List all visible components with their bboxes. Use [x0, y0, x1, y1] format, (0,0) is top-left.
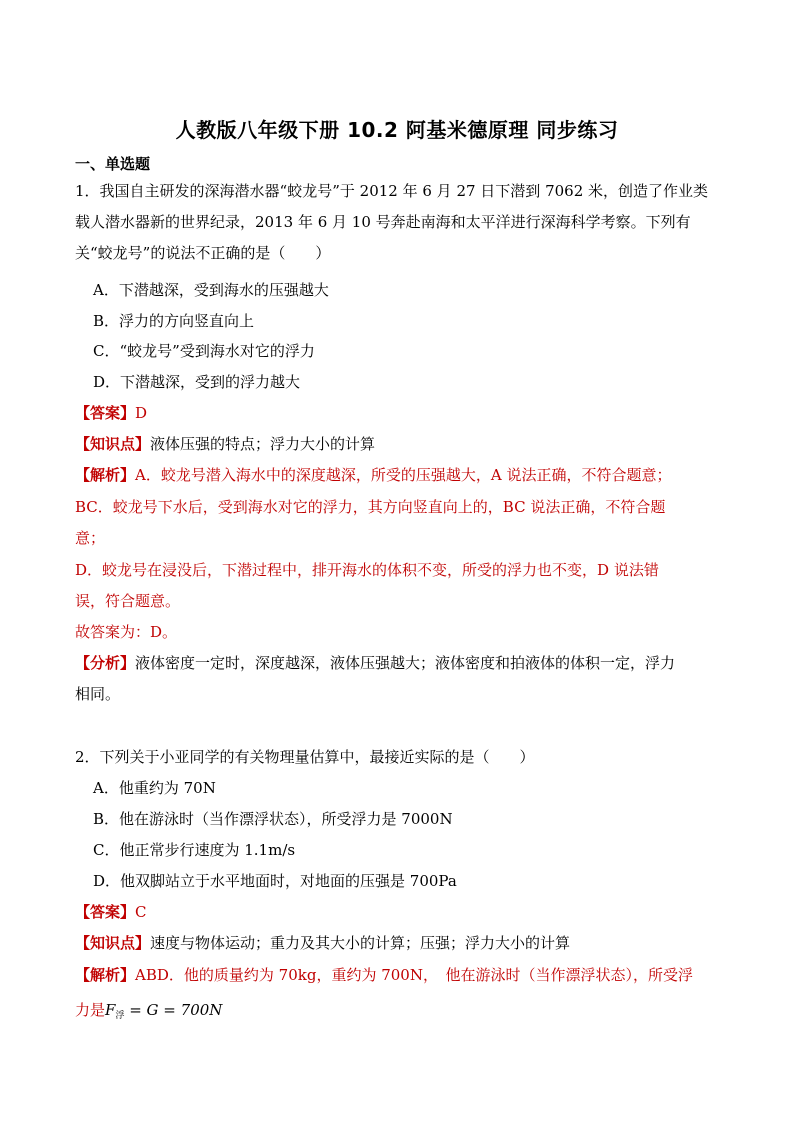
- q1-analysis-line-6: 故答案为：D。: [75, 623, 178, 641]
- knowledge-point-tag: 【知识点】: [75, 934, 151, 952]
- analysis-text-prefix: 力是: [75, 1001, 106, 1019]
- q2-answer: [75, 901, 147, 923]
- analysis-text: ABD．他的质量约为 70kg，重约为 700N， 他在游泳时（当作漂浮状态），所受浮: [135, 966, 693, 984]
- knowledge-point-text: 液体压强的特点；浮力大小的计算: [150, 435, 376, 453]
- answer-tag: 【答案】: [75, 903, 136, 921]
- q2-option-d: D．他双脚站立于水平地面时，对地面的压强是 700Pa: [93, 872, 457, 890]
- knowledge-point-text: 速度与物体运动；重力及其大小的计算；压强；浮力大小的计算: [150, 934, 571, 952]
- formula-subscript: 浮: [115, 1011, 125, 1021]
- answer-value: C: [135, 903, 147, 921]
- section-heading: 一、单选题: [75, 155, 151, 173]
- q1-option-b: B．浮力的方向竖直向上: [93, 312, 255, 330]
- q2-option-b: B．他在游泳时（当作漂浮状态），所受浮力是 7000N: [93, 810, 453, 828]
- q1-option-d: D．下潜越深，受到的浮力越大: [93, 373, 301, 391]
- q2-option-c: C．他正常步行速度为 1.1m/s: [93, 841, 296, 859]
- q1-analysis-line-5: 误，符合题意。: [75, 592, 181, 610]
- analysis-tag: 【解析】: [75, 966, 136, 984]
- analysis-tag: 【解析】: [75, 466, 136, 484]
- q1-option-a: A．下潜越深，受到海水的压强越大: [93, 281, 329, 299]
- fenxi-tag: 【分析】: [75, 654, 136, 672]
- q1-fenxi-line-1: [75, 652, 675, 674]
- q2-stem: 2．下列关于小亚同学的有关物理量估算中，最接近实际的是（ ）: [75, 748, 535, 766]
- q2-option-a: A．他重约为 70N: [93, 779, 216, 797]
- q1-knowledge-point: [75, 433, 375, 455]
- fenxi-text: 液体密度一定时，深度越深，液体压强越大；液体密度和拍液体的体积一定，浮力: [135, 654, 676, 672]
- q2-analysis-line-2: [75, 999, 222, 1027]
- formula-symbol: F: [105, 1001, 116, 1019]
- q1-analysis-line-1: [75, 464, 671, 486]
- answer-value: D: [135, 404, 148, 422]
- q1-analysis-line-3: 意；: [75, 529, 106, 547]
- analysis-text: A．蛟龙号潜入海水中的深度越深，所受的压强越大，A 说法正确，不符合题意；: [135, 466, 672, 484]
- knowledge-point-tag: 【知识点】: [75, 435, 151, 453]
- q1-stem-line-1: 1．我国自主研发的深海潜水器“蛟龙号”于 2012 年 6 月 27 日下潜到 7062 米，创造了作业类: [75, 182, 709, 200]
- q2-knowledge-point: [75, 932, 570, 954]
- q1-analysis-line-4: D．蛟龙号在浸没后，下潜过程中，排开海水的体积不变，所受的浮力也不变，D 说法错: [75, 561, 659, 579]
- q1-answer: [75, 402, 147, 424]
- answer-tag: 【答案】: [75, 404, 136, 422]
- q1-analysis-line-2: BC．蛟龙号下水后，受到海水对它的浮力，其方向竖直向上的，BC 说法正确，不符合题: [75, 498, 666, 516]
- q1-stem-line-2: 载人潜水器新的世界纪录，2013 年 6 月 10 号奔赴南海和太平洋进行深海科学考察。下列有: [75, 213, 691, 231]
- document-title: 人教版八年级下册 10.2 阿基米德原理 同步练习: [175, 118, 619, 142]
- q1-fenxi-line-2: 相同。: [75, 685, 121, 703]
- q1-stem-line-3: 关“蛟龙号”的说法不正确的是（ ）: [75, 244, 331, 262]
- q2-analysis-line-1: [75, 964, 693, 986]
- q1-option-c: C．“蛟龙号”受到海水对它的浮力: [93, 342, 315, 360]
- buoyancy-formula: [105, 1001, 222, 1019]
- formula-rest: = G = 700N: [124, 1001, 223, 1019]
